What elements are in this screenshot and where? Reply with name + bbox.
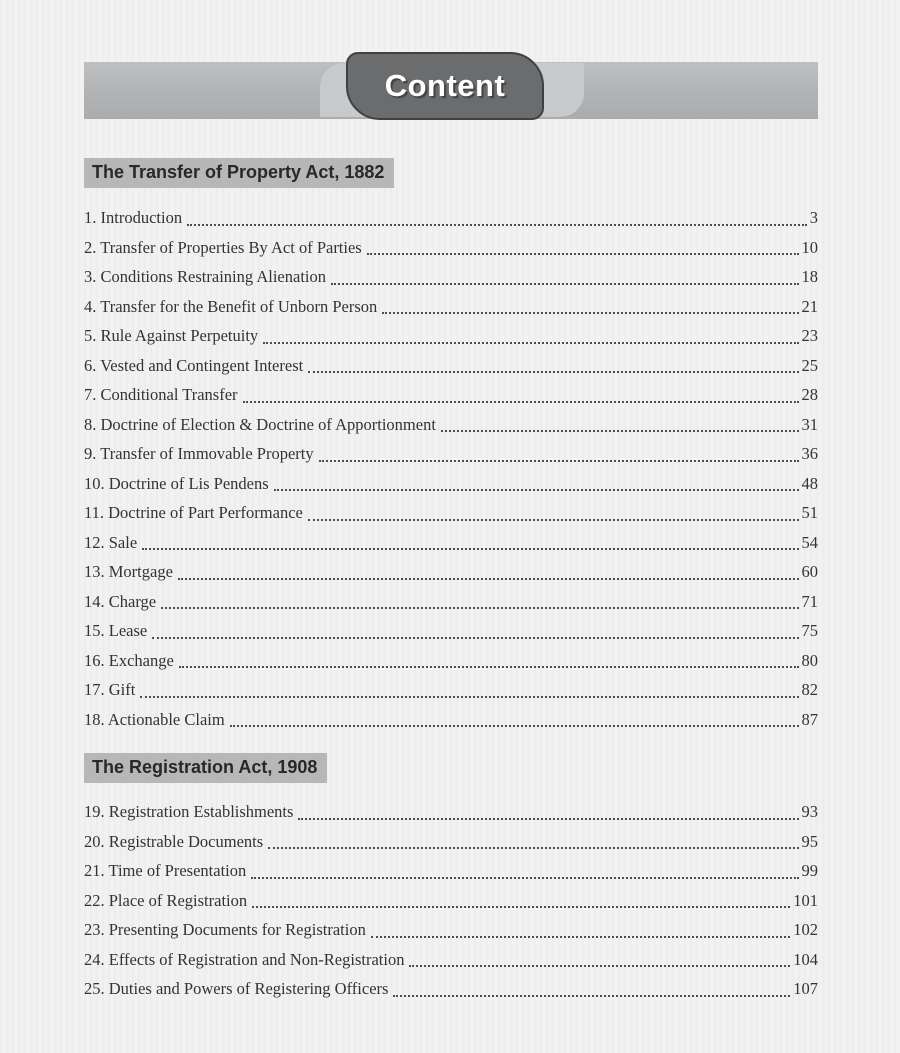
dot-leader [308, 371, 798, 373]
dot-leader [161, 607, 798, 609]
toc-item-page: 60 [801, 562, 818, 582]
toc-content [84, 158, 818, 1004]
dot-leader [252, 906, 790, 908]
toc-item-page: 107 [793, 979, 818, 999]
dot-leader [393, 995, 790, 997]
toc-item-page: 23 [801, 326, 818, 346]
dot-leader [274, 489, 799, 491]
toc-item [84, 974, 818, 1004]
toc-item-label: 24. Effects of Registration and Non-Registration [84, 949, 405, 969]
toc-item-label: 7. Conditional Transfer [84, 385, 238, 405]
dot-leader [251, 877, 798, 879]
toc-item-label: 18. Actionable Claim [84, 709, 225, 729]
toc-item [84, 439, 818, 469]
dot-leader [152, 637, 798, 639]
toc-item-label: 5. Rule Against Perpetuity [84, 326, 259, 346]
dot-leader [268, 847, 798, 849]
toc-item-page: 31 [801, 414, 818, 434]
toc-item-page: 48 [801, 473, 818, 493]
toc-item-page: 3 [809, 208, 818, 227]
dot-leader [367, 253, 799, 255]
toc-item [84, 827, 818, 857]
toc-item-page: 104 [793, 949, 818, 969]
dot-leader [319, 460, 799, 462]
toc-item [84, 856, 818, 886]
toc-item [84, 675, 818, 705]
section-transfer-act [84, 158, 818, 734]
dot-leader [243, 401, 799, 403]
dot-leader [187, 224, 807, 226]
toc-item-page: 10 [801, 237, 818, 257]
toc-item-page: 75 [801, 621, 818, 641]
toc-item-page: 95 [801, 831, 818, 851]
toc-item [84, 705, 818, 735]
toc-item [84, 380, 818, 410]
dot-leader [308, 519, 799, 521]
toc-item-label: 4. Transfer for the Benefit of Unborn Person [84, 296, 378, 316]
toc-item-page: 80 [801, 650, 818, 670]
toc-item-page: 51 [801, 503, 818, 523]
toc-item [84, 292, 818, 322]
toc-item [84, 498, 818, 528]
toc-item-label: 6. Vested and Contingent Interest [84, 355, 304, 375]
toc-item-label: 15. Lease [84, 621, 148, 641]
toc-item-page: 99 [801, 861, 818, 881]
toc-item-label: 3. Conditions Restraining Alienation [84, 267, 326, 287]
banner-title: Content [384, 68, 506, 103]
toc-item-page: 25 [801, 355, 818, 375]
dot-leader [142, 548, 798, 550]
toc-item [84, 945, 818, 975]
toc-item-page: 54 [801, 532, 818, 552]
toc-item-page: 87 [801, 709, 818, 729]
toc-list [84, 203, 818, 734]
toc-item-label: 9. Transfer of Immovable Property [84, 444, 314, 464]
toc-item [84, 203, 818, 233]
dot-leader [298, 818, 798, 820]
toc-item [84, 646, 818, 676]
banner-tab [346, 52, 544, 120]
toc-item-label: 22. Place of Registration [84, 890, 248, 910]
toc-item-label: 19. Registration Establishments [84, 802, 294, 822]
toc-item-page: 18 [801, 267, 818, 287]
toc-item-label: 25. Duties and Powers of Registering Officers [84, 979, 389, 999]
toc-item-label: 20. Registrable Documents [84, 831, 264, 851]
toc-item-label: 21. Time of Presentation [84, 861, 247, 881]
toc-item [84, 233, 818, 263]
section-heading: The Transfer of Property Act, 1882 [84, 158, 394, 188]
toc-item [84, 915, 818, 945]
dot-leader [371, 936, 790, 938]
dot-leader [179, 666, 799, 668]
dot-leader [263, 342, 798, 344]
toc-item-label: 8. Doctrine of Election & Doctrine of Apportionment [84, 414, 436, 434]
dot-leader [409, 965, 790, 967]
toc-item-label: 13. Mortgage [84, 562, 173, 582]
toc-item-label: 14. Charge [84, 591, 157, 611]
toc-item-page: 82 [801, 680, 818, 700]
toc-item-page: 71 [801, 591, 818, 611]
toc-item [84, 410, 818, 440]
toc-item-page: 101 [793, 890, 818, 910]
toc-item-label: 2. Transfer of Properties By Act of Parties [84, 237, 362, 257]
dot-leader [331, 283, 799, 285]
toc-item [84, 321, 818, 351]
toc-item [84, 587, 818, 617]
dot-leader [178, 578, 799, 580]
toc-item-label: 1. Introduction [84, 208, 183, 227]
toc-item [84, 557, 818, 587]
toc-item-page: 21 [801, 296, 818, 316]
dot-leader [382, 312, 798, 314]
dot-leader [441, 430, 799, 432]
toc-item [84, 528, 818, 558]
toc-item [84, 262, 818, 292]
section-registration-act [84, 753, 818, 1004]
toc-item-page: 93 [801, 802, 818, 822]
dot-leader [230, 725, 799, 727]
toc-item [84, 797, 818, 827]
toc-item-label: 12. Sale [84, 532, 138, 552]
toc-item [84, 351, 818, 381]
dot-leader [140, 696, 798, 698]
toc-list [84, 797, 818, 1004]
toc-item [84, 616, 818, 646]
toc-item-label: 23. Presenting Documents for Registration [84, 920, 366, 940]
toc-item-label: 17. Gift [84, 680, 136, 700]
toc-item-label: 16. Exchange [84, 650, 174, 670]
toc-item-page: 102 [793, 920, 818, 940]
toc-item [84, 886, 818, 916]
toc-item [84, 469, 818, 499]
section-heading: The Registration Act, 1908 [84, 753, 327, 783]
toc-item-page: 28 [801, 385, 818, 405]
toc-item-label: 10. Doctrine of Lis Pendens [84, 473, 269, 493]
toc-item-label: 11. Doctrine of Part Performance [84, 503, 303, 523]
toc-item-page: 36 [801, 444, 818, 464]
